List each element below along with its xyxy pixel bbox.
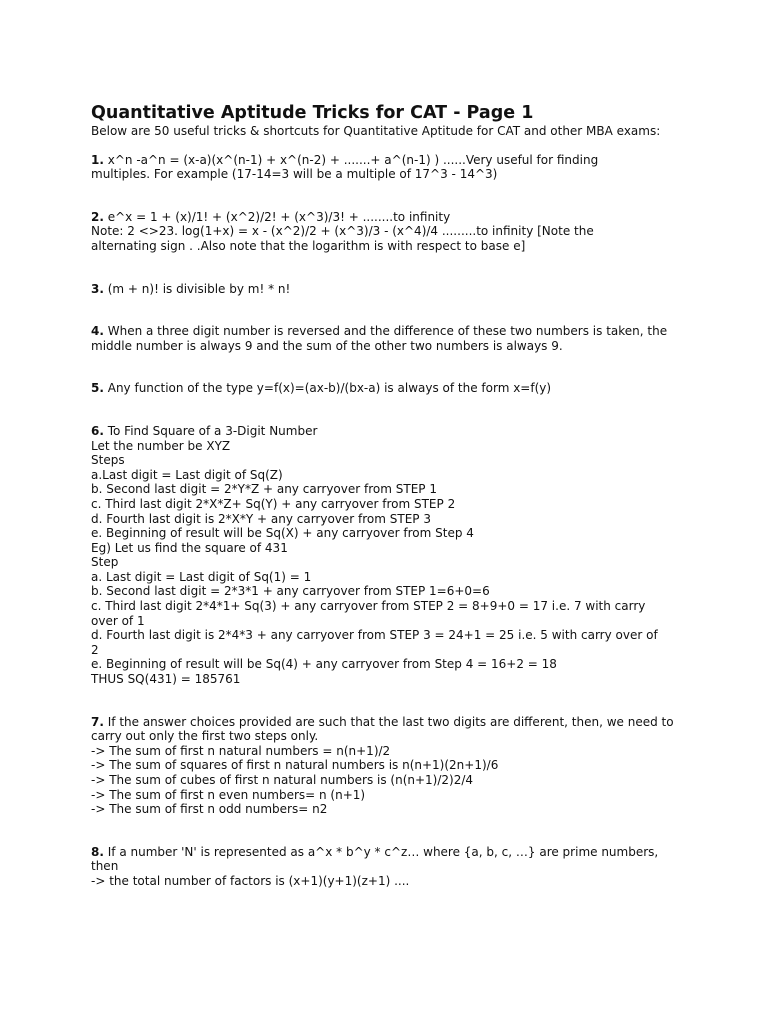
trick-line: over of 1 [91,613,145,628]
trick-number: 6. [91,423,104,438]
trick-text: e^x = 1 + (x)/1! + (x^2)/2! + (x^3)/3! + ........to infinity [103,209,451,224]
trick-line: -> The sum of first n natural numbers = n(n+1)/2 [91,743,391,758]
trick-text: If a number 'N' is represented as a^x * b^y * c^z… where {a, b, c, …} are prime numbers, [103,844,659,859]
trick-line: d. Fourth last digit is 2*X*Y + any carryover from STEP 3 [91,511,431,526]
trick-text: Any function of the type y=f(x)=(ax-b)/(bx-a) is always of the form x=f(y) [103,381,552,396]
trick-text: When a three digit number is reversed and the difference of these two numbers is taken, the [103,324,668,339]
trick-line [91,715,691,730]
trick-number: 1. [91,152,104,167]
spacer [91,296,691,324]
trick-line: carry out only the first two steps only. [91,729,319,744]
trick-item [91,845,691,889]
trick-line: c. Third last digit 2*4*1+ Sq(3) + any carryover from STEP 2 = 8+9+0 = 17 i.e. 7 with carry [91,599,646,614]
trick-number: 3. [91,281,104,296]
trick-line: alternating sign . .Also note that the logarithm is with respect to base e] [91,238,526,253]
spacer [91,182,691,210]
trick-line: b. Second last digit = 2*3*1 + any carryover from STEP 1=6+0=6 [91,584,490,599]
trick-number: 4. [91,324,104,339]
trick-line [91,153,691,168]
tricks-list [91,153,691,889]
trick-line: -> The sum of first n even numbers= n (n+1) [91,787,366,802]
trick-item [91,324,691,353]
trick-item [91,424,691,687]
trick-line: a.Last digit = Last digit of Sq(Z) [91,467,283,482]
trick-line [91,424,691,439]
trick-line: Eg) Let us find the square of 431 [91,540,288,555]
trick-line: d. Fourth last digit is 2*4*3 + any carryover from STEP 3 = 24+1 = 25 i.e. 5 with carry over of [91,628,658,643]
trick-line: -> the total number of factors is (x+1)(y+1)(z+1) .... [91,873,410,888]
trick-line: Step [91,555,119,570]
trick-item [91,282,691,297]
trick-line: -> The sum of cubes of first n natural numbers is (n(n+1)/2)2/4 [91,773,474,787]
trick-item [91,381,691,396]
trick-item [91,153,691,182]
document-content [91,102,691,889]
trick-number: 5. [91,381,104,396]
trick-number: 7. [91,714,104,729]
intro-text: Below are 50 useful tricks & shortcuts for Quantitative Aptitude for CAT and other MBA exams: [91,124,661,138]
trick-line [91,381,691,396]
trick-line: then [91,859,119,874]
trick-line: middle number is always 9 and the sum of the other two numbers is always 9. [91,338,563,353]
trick-line: THUS SQ(431) = 185761 [91,672,241,687]
trick-text: (m + n)! is divisible by m! * n! [103,281,291,296]
spacer [91,353,691,381]
trick-text: x^n -a^n = (x-a)(x^(n-1) + x^(n-2) + .......+ a^(n-1) ) ......Very useful for finding [103,152,599,167]
trick-line: b. Second last digit = 2*Y*Z + any carryover from STEP 1 [91,482,437,497]
trick-line: a. Last digit = Last digit of Sq(1) = 1 [91,569,312,584]
trick-line [91,282,691,297]
trick-text: If the answer choices provided are such that the last two digits are different, then, we need to [103,714,674,729]
trick-line: 2 [91,642,99,657]
trick-item [91,210,691,254]
trick-number: 8. [91,844,104,859]
trick-line: multiples. For example (17-14=3 will be a multiple of 17^3 - 14^3) [91,167,498,182]
trick-line: Note: 2 <>23. log(1+x) = x - (x^2)/2 + (x^3)/3 - (x^4)/4 .........to infinity [Note the [91,224,594,239]
trick-item [91,715,691,817]
spacer [91,817,691,845]
trick-line [91,210,691,225]
trick-line: Steps [91,453,125,468]
trick-line: Let the number be XYZ [91,438,231,453]
trick-line [91,845,691,860]
spacer [91,687,691,715]
trick-line [91,324,691,339]
trick-line: c. Third last digit 2*X*Z+ Sq(Y) + any carryover from STEP 2 [91,496,456,511]
spacer [91,396,691,424]
trick-number: 2. [91,209,104,224]
trick-text: To Find Square of a 3-Digit Number [103,423,318,438]
trick-line: e. Beginning of result will be Sq(X) + any carryover from Step 4 [91,526,474,541]
trick-line: -> The sum of squares of first n natural numbers is n(n+1)(2n+1)/6 [91,758,499,773]
trick-line: -> The sum of first n odd numbers= n2 [91,802,328,817]
spacer [91,254,691,282]
page-title: Quantitative Aptitude Tricks for CAT - Page 1 [91,103,534,123]
trick-line: e. Beginning of result will be Sq(4) + any carryover from Step 4 = 16+2 = 18 [91,657,557,672]
